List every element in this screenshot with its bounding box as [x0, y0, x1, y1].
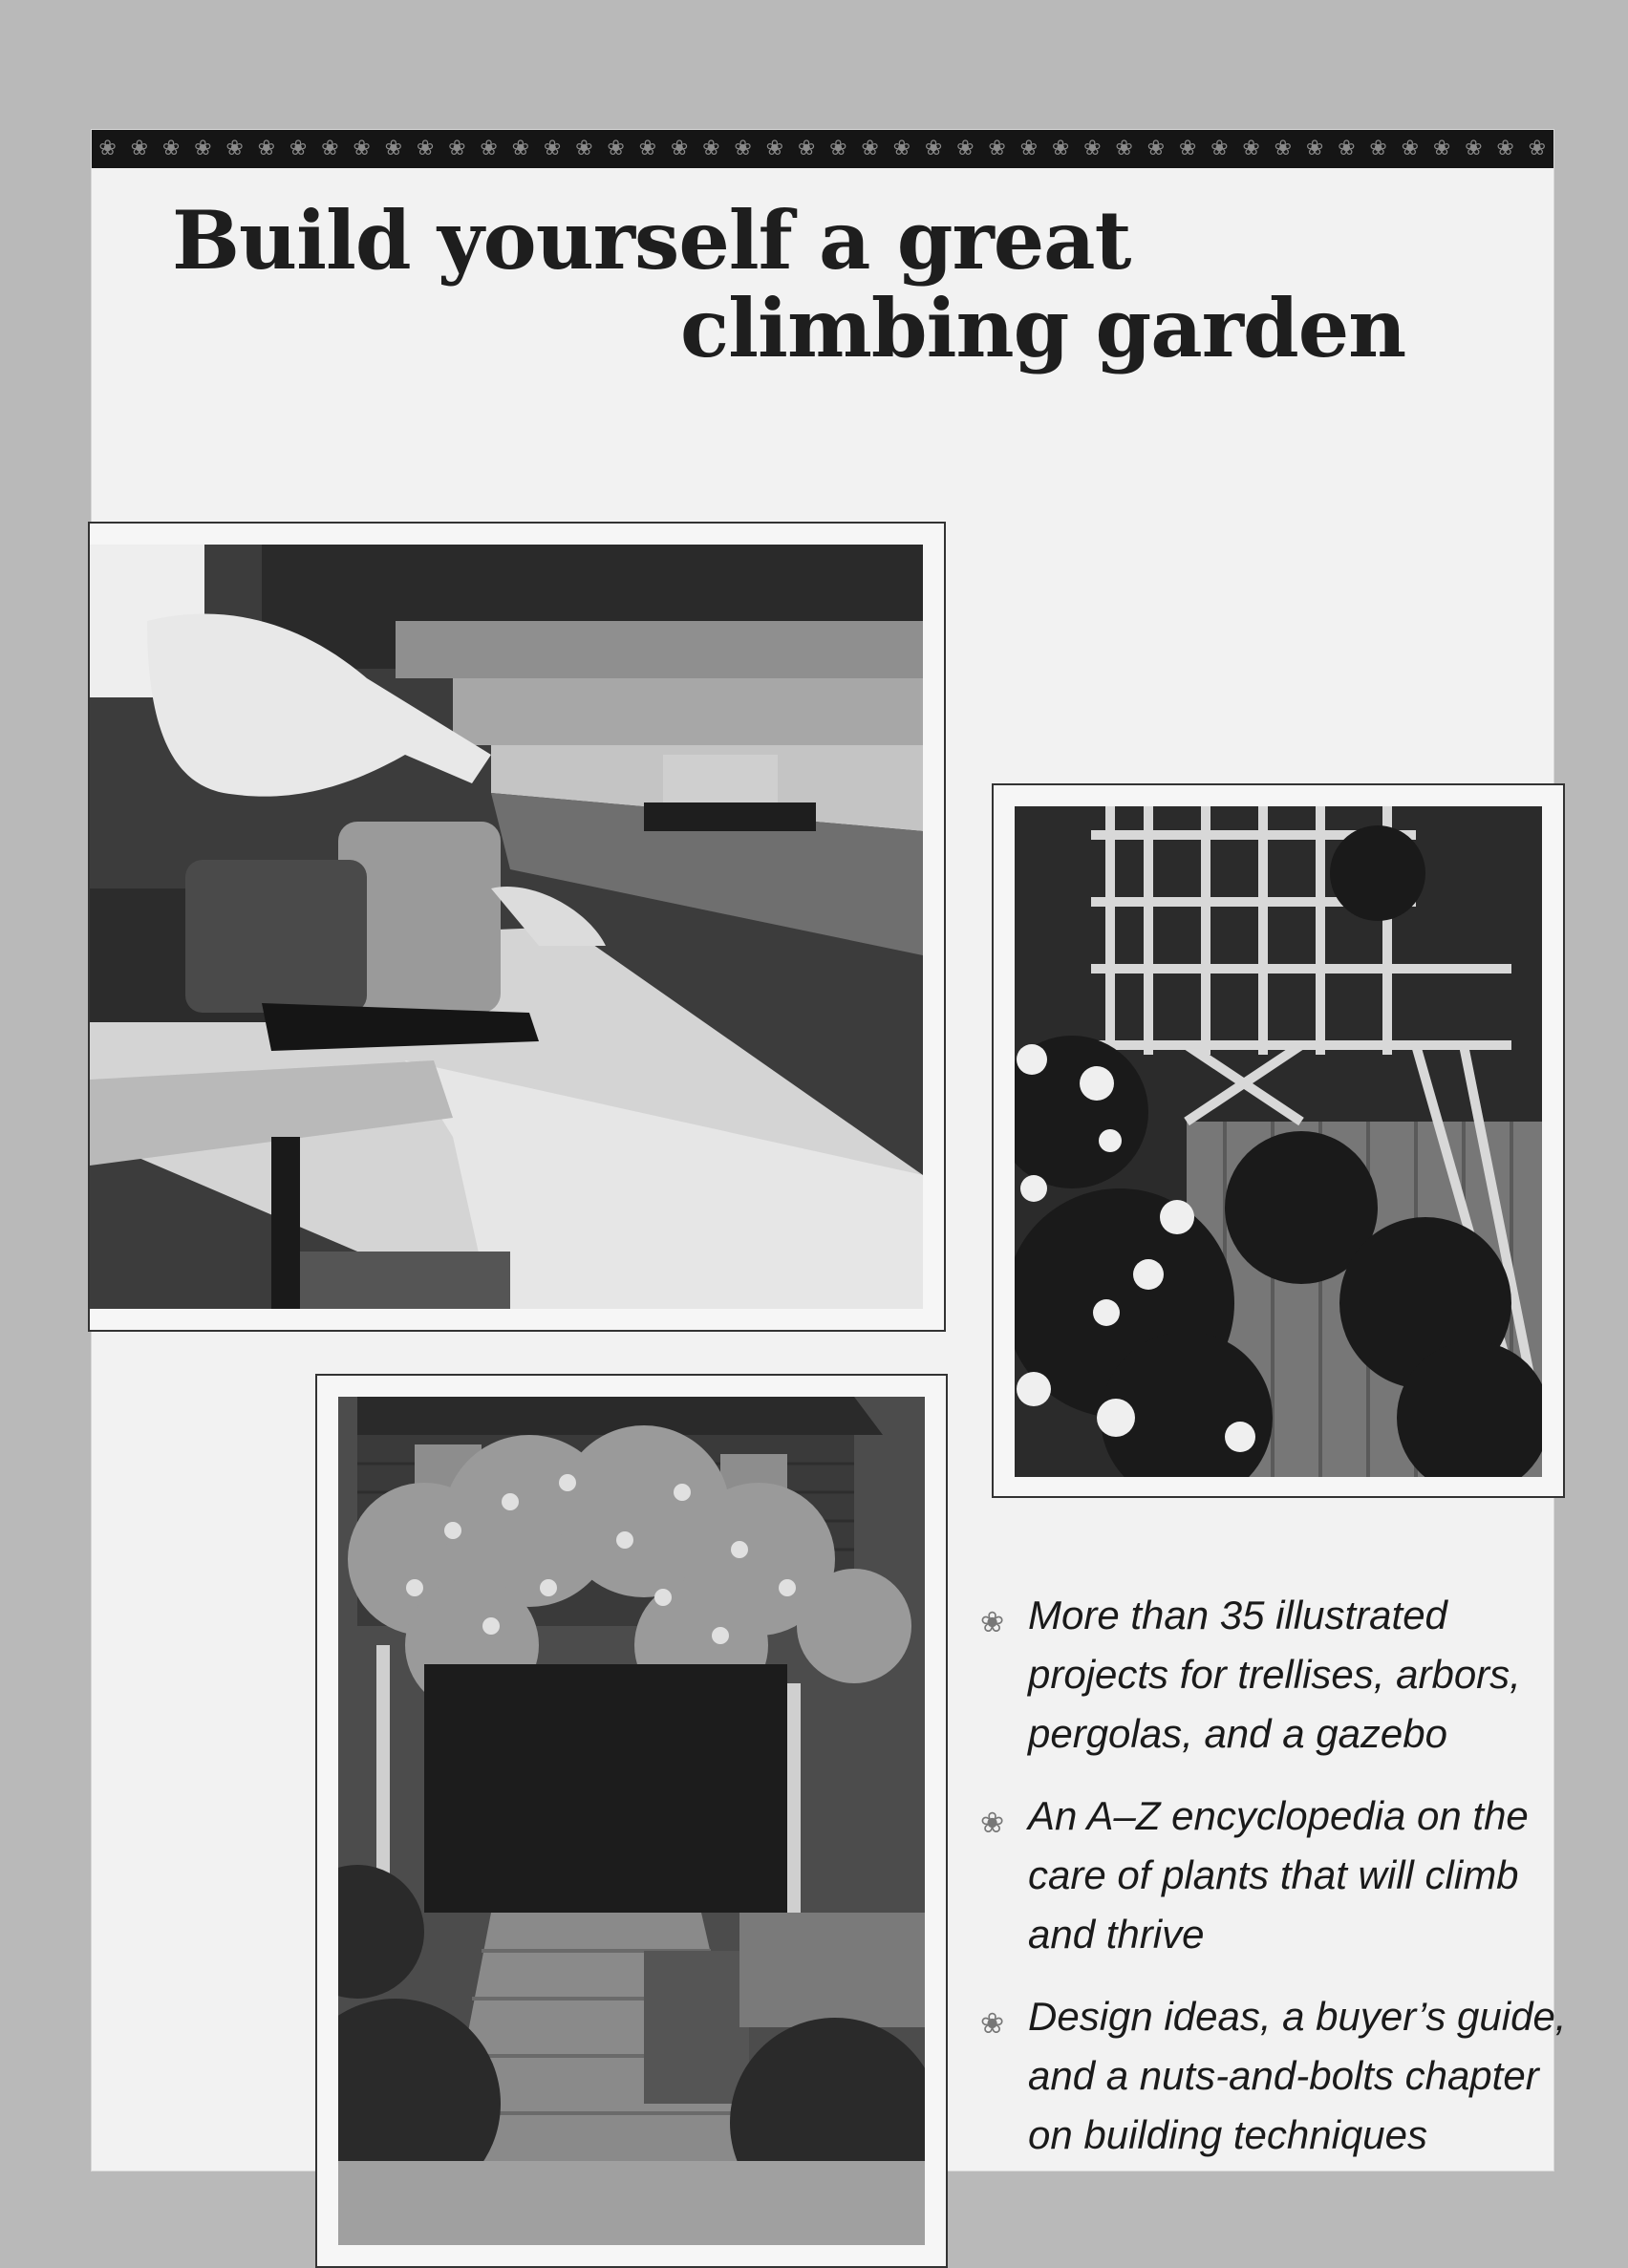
flower-border-icon: ❀	[161, 137, 181, 160]
title-line-1: Build yourself a great	[172, 193, 1131, 288]
flower-border-icon: ❀	[1051, 137, 1070, 160]
flower-icon: ❀	[980, 1606, 1005, 1639]
flower-icon: ❀	[980, 1807, 1005, 1840]
flower-border-icon: ❀	[892, 137, 911, 160]
flower-border-icon: ❀	[1496, 137, 1514, 160]
photo-jigsaw	[88, 522, 946, 1332]
flower-border-icon: ❀	[98, 137, 117, 160]
feature-line: care of plants that will climb	[1028, 1852, 1519, 1897]
flower-border-icon: ❀	[861, 137, 879, 160]
flower-border-icon: ❀	[607, 137, 625, 160]
flower-border-icon: ❀	[384, 137, 403, 160]
flower-border-icon: ❀	[416, 137, 435, 160]
flower-border-icon: ❀	[1528, 137, 1547, 160]
flower-border-icon: ❀	[194, 137, 212, 160]
book-back-cover	[92, 130, 1567, 2171]
feature-line: projects for trellises, arbors,	[1028, 1652, 1521, 1697]
feature-line: Design ideas, a buyer’s guide,	[1028, 1994, 1567, 2039]
flower-border-icon: ❀	[321, 137, 339, 160]
flower-border-icon: ❀	[1019, 137, 1039, 160]
feature-item	[980, 1586, 1628, 1764]
flower-border-icon: ❀	[924, 137, 943, 160]
flower-border-icon: ❀	[638, 137, 657, 160]
flower-border-icon: ❀	[1115, 137, 1133, 160]
feature-list	[980, 1586, 1628, 2188]
title-line-2: climbing garden	[680, 281, 1406, 375]
flower-border-icon: ❀	[988, 137, 1006, 160]
flower-border-icon: ❀	[1401, 137, 1420, 160]
flower-border-icon: ❀	[829, 137, 847, 160]
feature-item	[980, 1787, 1628, 1964]
flower-border-icon: ❀	[1305, 137, 1324, 160]
flower-border-icon: ❀	[702, 137, 720, 160]
flower-border-icon: ❀	[1242, 137, 1260, 160]
flower-border-icon: ❀	[448, 137, 466, 160]
flower-icon: ❀	[980, 2007, 1005, 2041]
flower-border-icon: ❀	[1369, 137, 1387, 160]
flower-border-icon: ❀	[1432, 137, 1451, 160]
flower-border-icon: ❀	[257, 137, 276, 160]
flower-border-icon: ❀	[353, 137, 371, 160]
flower-border-icon: ❀	[1274, 137, 1293, 160]
photo-trellis-image	[1015, 806, 1542, 1477]
arbor-illustration	[338, 1397, 925, 2245]
feature-line: and a nuts-and-bolts chapter	[1028, 2053, 1539, 2098]
flower-border-icon: ❀	[289, 137, 308, 160]
feature-line: pergolas, and a gazebo	[1028, 1711, 1448, 1756]
photo-arbor	[315, 1374, 948, 2268]
flower-border-icon: ❀	[1338, 137, 1356, 160]
flower-border-icon: ❀	[1146, 137, 1166, 160]
feature-line: An A–Z encyclopedia on the	[1028, 1793, 1529, 1838]
flower-border-icon: ❀	[1210, 137, 1229, 160]
flower-border-icon: ❀	[765, 137, 784, 160]
flower-border-icon: ❀	[480, 137, 498, 160]
flower-border-icon: ❀	[130, 137, 149, 160]
flower-border-icon: ❀	[511, 137, 530, 160]
jigsaw-illustration	[90, 545, 923, 1309]
feature-item	[980, 1987, 1628, 2165]
feature-line: on building techniques	[1028, 2112, 1427, 2157]
flower-border-icon: ❀	[797, 137, 816, 160]
feature-line: More than 35 illustrated	[1028, 1593, 1447, 1637]
flower-border-icon: ❀	[1178, 137, 1197, 160]
flower-border-icon: ❀	[670, 137, 689, 160]
photo-arbor-image	[338, 1397, 925, 2245]
flower-border-icon: ❀	[1465, 137, 1483, 160]
flower-border-icon: ❀	[575, 137, 593, 160]
decorative-border	[92, 130, 1553, 168]
flower-border-icon: ❀	[225, 137, 244, 160]
flower-border-icon: ❀	[734, 137, 752, 160]
page-title	[172, 193, 1414, 375]
flower-border-icon: ❀	[1083, 137, 1102, 160]
feature-line: and thrive	[1028, 1912, 1205, 1957]
photo-trellis	[992, 783, 1565, 1498]
trellis-illustration	[1015, 806, 1542, 1477]
photo-jigsaw-image	[90, 545, 923, 1309]
flower-border-icon: ❀	[956, 137, 975, 160]
flower-border-icon: ❀	[543, 137, 562, 160]
